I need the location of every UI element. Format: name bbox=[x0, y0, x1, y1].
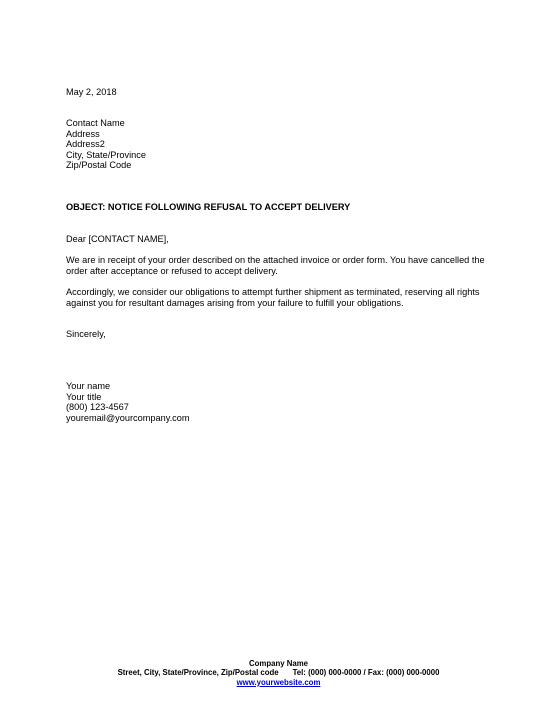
signature-name: Your name bbox=[66, 381, 111, 391]
letter-paragraph-1 bbox=[66, 255, 486, 276]
letter-salutation bbox=[66, 234, 486, 245]
paragraph-2-text: Accordingly, we consider our obligations to attempt further shipment as terminated, reserving all rights against you for resultant damages arising from your failure to fulfill your obligations. bbox=[66, 287, 480, 308]
footer-website-link[interactable]: www.yourwebsite.com bbox=[236, 677, 321, 687]
footer-address-line bbox=[0, 668, 557, 677]
subject-text: OBJECT: NOTICE FOLLOWING REFUSAL TO ACCEPT DELIVERY bbox=[66, 202, 351, 212]
recipient-city-state: City, State/Province bbox=[66, 149, 146, 160]
footer-contact: Tel: (000) 000-0000 / Fax: (000) 000-0000 bbox=[292, 668, 440, 678]
signature-phone: (800) 123-4567 bbox=[66, 402, 129, 413]
letter-subject bbox=[66, 202, 486, 213]
date-text: May 2, 2018 bbox=[66, 87, 117, 97]
footer-website-line bbox=[0, 678, 557, 687]
recipient-address2: Address2 bbox=[66, 139, 105, 150]
footer-address: Street, City, State/Province, Zip/Postal code bbox=[117, 668, 279, 678]
closing-text: Sincerely, bbox=[66, 329, 106, 339]
signature-title: Your title bbox=[66, 391, 102, 402]
recipient-address: Address bbox=[66, 128, 100, 139]
letter-date bbox=[66, 87, 486, 98]
paragraph-1-text: We are in receipt of your order described on the attached invoice or order form. You have cancelled the order after acceptance or refused to accept delivery. bbox=[66, 255, 485, 276]
letterhead-footer bbox=[0, 659, 557, 687]
letter-closing bbox=[66, 329, 486, 340]
signature-block bbox=[66, 381, 486, 423]
salutation-text: Dear [CONTACT NAME], bbox=[66, 234, 169, 244]
letter-paragraph-2 bbox=[66, 287, 486, 308]
recipient-zip: Zip/Postal Code bbox=[66, 160, 132, 171]
signature-email: youremail@yourcompany.com bbox=[66, 412, 190, 423]
recipient-contact-name: Contact Name bbox=[66, 118, 125, 128]
recipient-address-block bbox=[66, 118, 486, 171]
footer-company-name: Company Name bbox=[249, 659, 308, 668]
